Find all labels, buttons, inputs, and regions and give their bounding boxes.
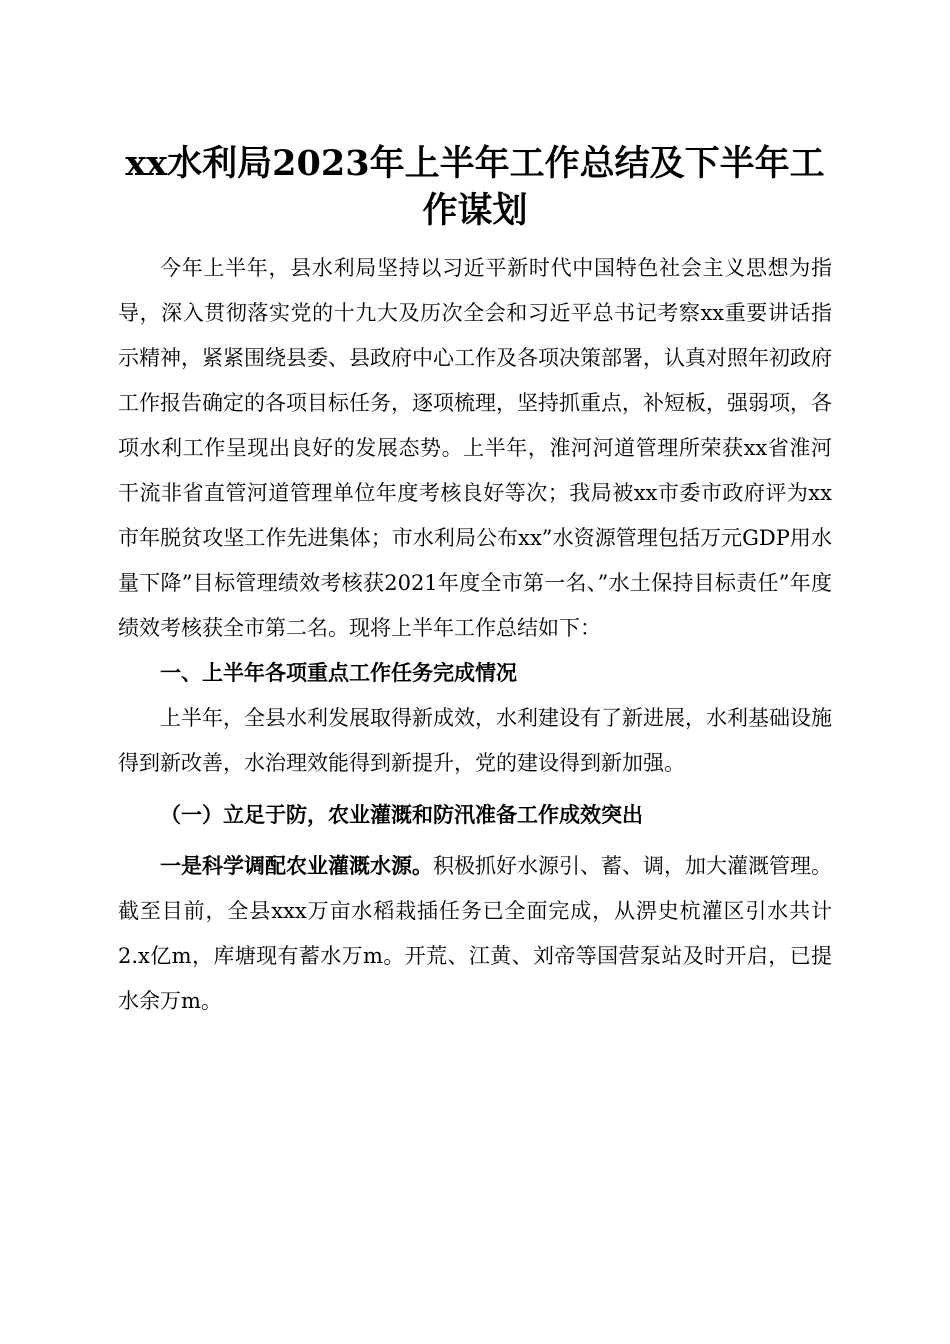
section-1-paragraph: 上半年，全县水利发展取得新成效，水利建设有了新进展，水利基础设施得到新改善，水治理效能得到新提升，党的建设得到新加强。 xyxy=(118,706,832,775)
item-1-lead: 一是科学调配农业灌溉水源。 xyxy=(160,853,433,878)
item-1-paragraph xyxy=(118,843,832,1024)
document-body xyxy=(118,246,832,1024)
item-1-text: 积极抓好水源引、蓄、调，加大灌溉管理。截至目前，全县xxx万亩水稻栽插任务已全面完成，从淠史杭灌区引水共计2.x亿m，库塘现有蓄水万m。开荒、江黄、刘帝等国营泵站及时开启，已提水余万m。 xyxy=(118,854,832,1013)
document-title: xx水利局2023年上半年工作总结及下半年工作谋划 xyxy=(125,143,825,231)
subsection-heading-1: （一）立足于防，农业灌溉和防汛准备工作成效突出 xyxy=(160,802,643,827)
section-heading-1: 一、上半年各项重点工作任务完成情况 xyxy=(160,661,517,685)
intro-paragraph: 今年上半年，县水利局坚持以习近平新时代中国特色社会主义思想为指导，深入贯彻落实党的十九大及历次全会和习近平总书记考察xx重要讲话指示精神，紧紧围绕县委、县政府中心工作及各项决策部署，认真对照年初政府工作报告确定的各项目标任务，逐项梳理，坚持抓重点，补短板，强弱项，各项水利工作呈现出良好的发展态势。上半年，淮河河道管理所荣获xx省淮河干流非省直管河道管理单位年度考核良好等次；我局被xx市委市政府评为xx市年脱贫攻坚工作先进集体；市水利局公布xx”水资源管理包括万元GDP用水量下降”目标管理绩效考核获2021年度全市第一名、”水土保持目标责任”年度绩效考核获全市第二名。现将上半年工作总结如下： xyxy=(118,256,832,640)
